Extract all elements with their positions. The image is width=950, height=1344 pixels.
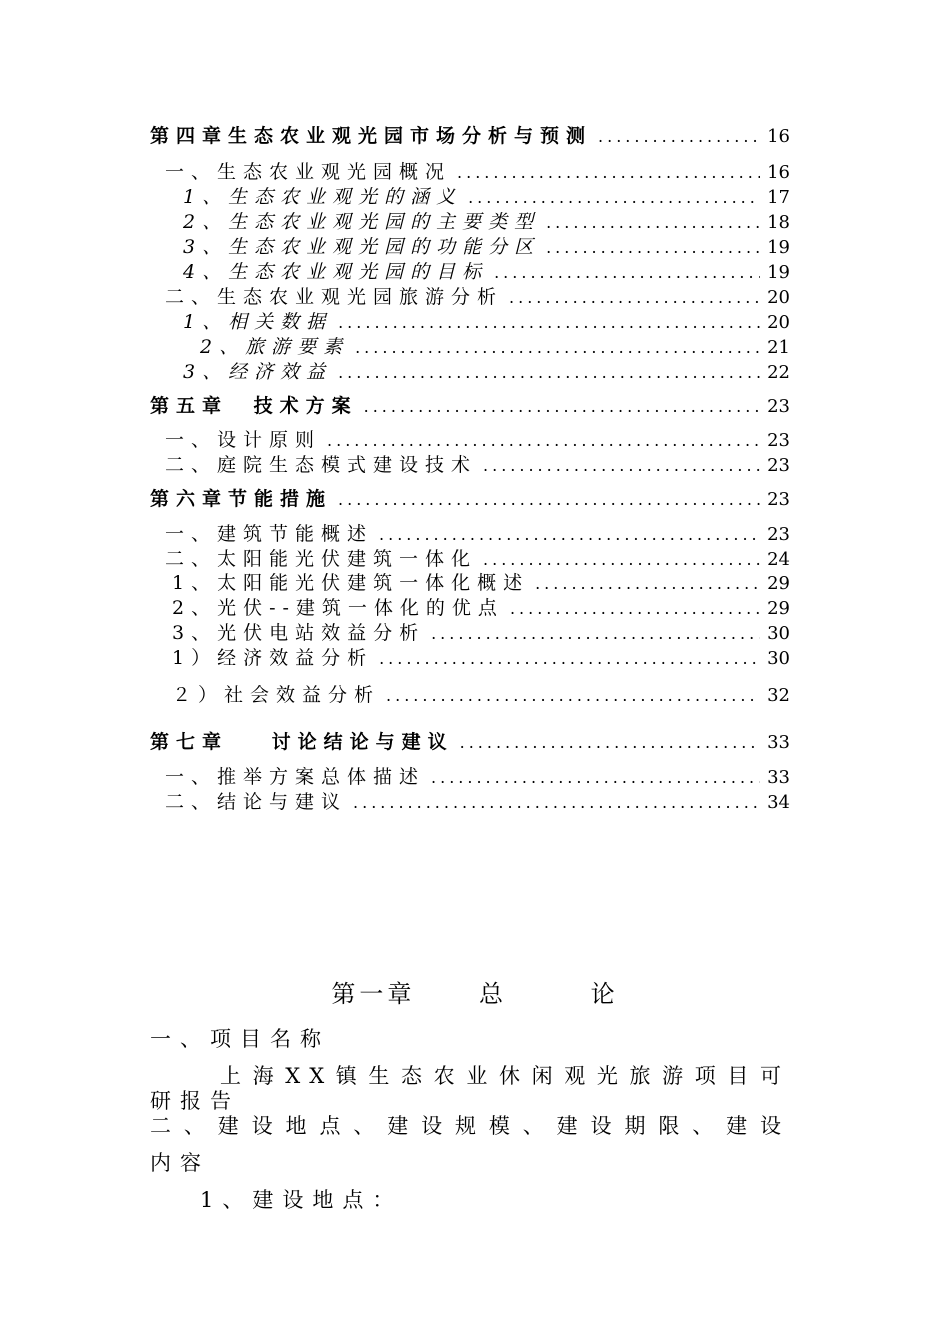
- toc-entry-page: 19: [767, 237, 790, 258]
- toc-entry-label: 第四章生态农业观光园市场分析与预测: [150, 125, 593, 147]
- toc-leader-dots: [546, 211, 760, 235]
- toc-entry-page: 22: [767, 362, 790, 383]
- toc-entry[interactable]: [150, 453, 790, 478]
- toc-entry-page: 19: [767, 262, 790, 283]
- toc-entry-page: 20: [767, 312, 790, 333]
- toc-entry[interactable]: [150, 428, 790, 453]
- toc-entry-page: 30: [767, 623, 790, 644]
- toc-entry-page: 23: [767, 524, 790, 545]
- section-title-construction: 二、建设地点、建设规模、建设期限、建设: [150, 1114, 790, 1138]
- toc-entry[interactable]: [150, 730, 790, 755]
- toc-entry-label: 二、生态农业观光园旅游分析: [165, 286, 504, 308]
- toc-leader-dots: [364, 395, 760, 419]
- chapter-heading-word1: 总: [479, 980, 507, 1008]
- toc-leader-dots: [431, 766, 760, 790]
- toc-entry-label: 二、结论与建议: [165, 791, 348, 813]
- toc-leader-dots: [460, 731, 760, 755]
- toc-entry-page: 20: [767, 287, 790, 308]
- toc-leader-dots: [379, 647, 760, 671]
- toc-entry-page: 17: [767, 187, 790, 208]
- toc-entry[interactable]: [150, 360, 790, 385]
- toc-leader-dots: [338, 361, 760, 385]
- toc-leader-dots: [468, 186, 760, 210]
- toc-leader-dots: [535, 572, 760, 596]
- toc-entry[interactable]: [150, 235, 790, 260]
- section-title-construction-cont: 内容: [150, 1151, 210, 1175]
- toc-entry-label: 2、光伏--建筑一体化的优点: [172, 597, 504, 619]
- toc-entry-label: 1）经济效益分析: [172, 647, 374, 669]
- toc-entry-label: 1、生态农业观光的涵义: [183, 186, 463, 208]
- toc-entry-label: 第六章节能措施: [150, 488, 333, 510]
- toc-entry-page: 29: [767, 598, 790, 619]
- toc-leader-dots: [510, 597, 760, 621]
- toc-entry-label: 第七章 讨论结论与建议: [150, 731, 454, 753]
- toc-entry-label: 3、生态农业观光园的功能分区: [183, 236, 541, 258]
- toc-entry[interactable]: [150, 683, 790, 708]
- toc-entry-label: 1、相关数据: [183, 311, 333, 333]
- toc-entry-page: 24: [767, 549, 790, 570]
- toc-entry-page: 23: [767, 396, 790, 417]
- toc-leader-dots: [483, 454, 760, 478]
- toc-entry-label: ２）社会效益分析: [172, 684, 381, 706]
- toc-entry-page: 21: [767, 337, 790, 358]
- toc-entry[interactable]: [150, 210, 790, 235]
- toc-entry[interactable]: [150, 124, 790, 149]
- toc-leader-dots: [494, 261, 760, 285]
- toc-entry[interactable]: [150, 394, 790, 419]
- toc-entry[interactable]: [150, 571, 790, 596]
- toc-leader-dots: [355, 336, 760, 360]
- toc-entry-label: 1、太阳能光伏建筑一体化概述: [172, 572, 530, 594]
- toc-entry[interactable]: [150, 185, 790, 210]
- toc-entry-page: 32: [767, 685, 790, 706]
- section-title-project-name: 一、项目名称: [150, 1027, 330, 1051]
- toc-entry-label: 一、生态农业观光园概况: [165, 161, 452, 183]
- toc-leader-dots: [353, 791, 760, 815]
- toc-entry[interactable]: [150, 765, 790, 790]
- toc-entry[interactable]: [150, 335, 790, 360]
- toc-entry[interactable]: [150, 596, 790, 621]
- toc-entry[interactable]: [150, 160, 790, 185]
- toc-entry-label: 2、旅游要素: [200, 336, 350, 358]
- toc-entry-page: 23: [767, 489, 790, 510]
- toc-entry-page: 16: [767, 162, 790, 183]
- toc-entry-label: 第五章 技术方案: [150, 395, 358, 417]
- toc-entry[interactable]: [150, 487, 790, 512]
- toc-entry-label: 4、生态农业观光园的目标: [183, 261, 489, 283]
- paragraph-line: 上海XX镇生态农业休闲观光旅游项目可: [220, 1064, 790, 1088]
- toc-entry[interactable]: [150, 310, 790, 335]
- toc-leader-dots: [386, 684, 760, 708]
- toc-entry-label: 3、经济效益: [183, 361, 333, 383]
- chapter-heading-word2: 论: [590, 980, 619, 1008]
- toc-entry-page: 23: [767, 430, 790, 451]
- toc-leader-dots: [379, 523, 760, 547]
- toc-leader-dots: [338, 488, 760, 512]
- toc-entry-page: 16: [767, 126, 790, 147]
- toc-entry-label: 一、推举方案总体描述: [165, 766, 426, 788]
- subsection-title-location: 1、建设地点：: [200, 1188, 403, 1212]
- toc-entry[interactable]: [150, 790, 790, 815]
- toc-leader-dots: [546, 236, 760, 260]
- chapter-heading-number: 第一章: [331, 980, 416, 1008]
- toc-entry[interactable]: [150, 260, 790, 285]
- toc-entry[interactable]: [150, 285, 790, 310]
- toc-leader-dots: [598, 125, 760, 149]
- toc-entry-page: 18: [767, 212, 790, 233]
- toc-entry-label: 3、光伏电站效益分析: [172, 622, 426, 644]
- toc-entry-page: 29: [767, 573, 790, 594]
- toc-leader-dots: [483, 548, 760, 572]
- toc-entry-label: 2、生态农业观光园的主要类型: [183, 211, 541, 233]
- chapter-heading: [0, 974, 950, 1009]
- toc-leader-dots: [431, 622, 760, 646]
- toc-entry-page: 23: [767, 455, 790, 476]
- toc-entry-label: 二、太阳能光伏建筑一体化: [165, 548, 478, 570]
- toc-entry-label: 二、庭院生态模式建设技术: [165, 454, 478, 476]
- toc-entry[interactable]: [150, 522, 790, 547]
- toc-leader-dots: [327, 429, 760, 453]
- toc-entry-label: 一、设计原则: [165, 429, 322, 451]
- toc-leader-dots: [338, 311, 760, 335]
- toc-entry-label: 一、建筑节能概述: [165, 523, 374, 545]
- toc-entry-page: 33: [767, 767, 790, 788]
- toc-entry-page: 34: [767, 792, 790, 813]
- toc-entry[interactable]: [150, 547, 790, 572]
- toc-entry-page: 30: [767, 648, 790, 669]
- toc-entry-page: 33: [767, 732, 790, 753]
- toc-entry[interactable]: [150, 646, 790, 671]
- toc-leader-dots: [457, 161, 760, 185]
- toc-entry[interactable]: [150, 621, 790, 646]
- toc-leader-dots: [509, 286, 760, 310]
- paragraph-line: 研报告: [150, 1089, 240, 1113]
